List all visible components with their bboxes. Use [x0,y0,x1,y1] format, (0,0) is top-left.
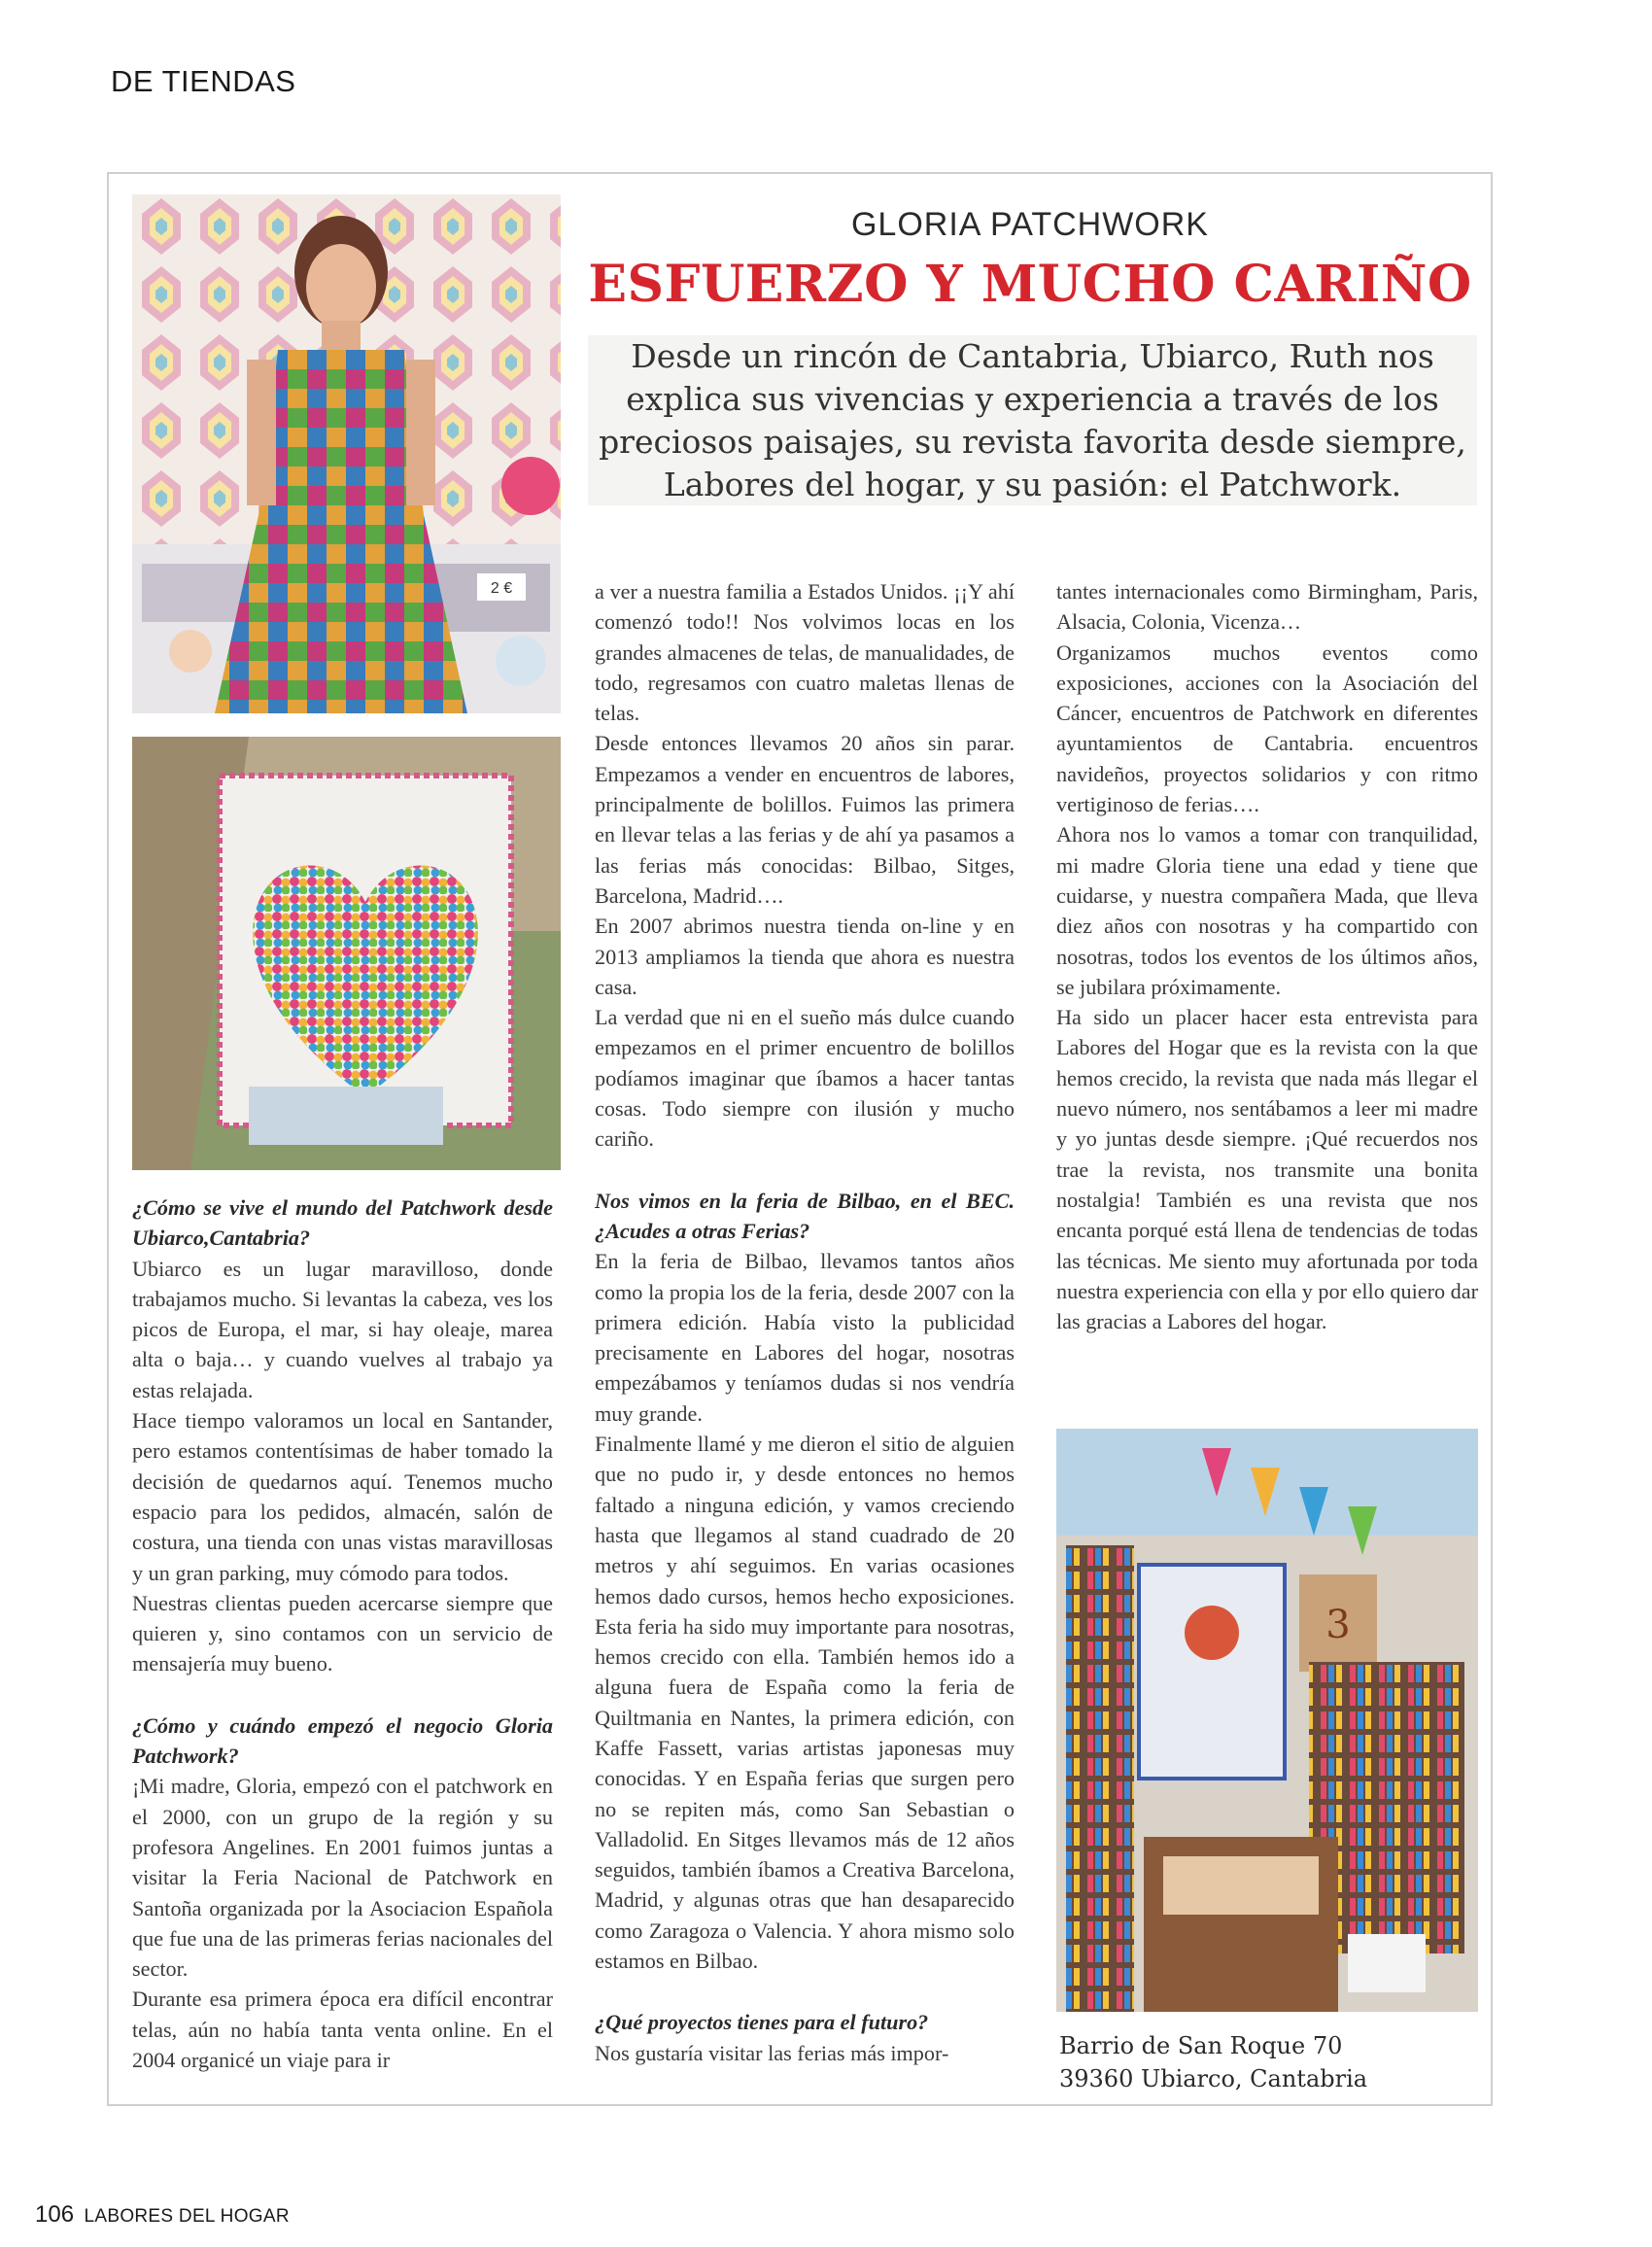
article-lede: Desde un rincón de Cantabria, Ubiarco, Ruth nos explica sus vivencias y experiencia a través de los preciosos paisajes, su revista favorita desde siempre, Labores del hogar, y su pasión: el Patchwork. [599,337,1466,503]
paragraph: Durante esa primera época era difícil encontrar telas, aún no había tanta venta online. En el 2004 organicé un viaje para ir [132,1987,553,2073]
paragraph: Nuestras clientas pueden acercarse siempre que quieren y, sino contamos con un servicio de mensajería muy bueno. [132,1590,553,1677]
paragraph: Organizamos muchos eventos como exposiciones, acciones con la Asociación del Cáncer, encuentros de Patchwork en diferentes ayuntamientos de Cantabria. encuentros navideños, proyectos solidarios y con ritmo vertiginoso de ferias…. [1056,640,1478,817]
page-number: 106 [35,2201,75,2228]
magazine-name: LABORES DEL HOGAR [84,2206,290,2227]
paragraph: En 2007 abrimos nuestra tienda on-line y en 2013 ampliamos la tienda que ahora es nuestra casa. [595,914,1015,999]
question-heading: ¿Qué proyectos tienes para el futuro? [595,2010,929,2035]
paragraph: Hace tiempo valoramos un local en Santander, pero estamos contentísimas de haber tomado la decisión de quedarnos aquí. Tenemos mucho espacio para los pedidos, almacén, salón de costura, una tienda con unas vistas maravillosas y un gran parking, muy cómodo para todos. [132,1408,553,1585]
address-line-2: 39360 Ubiarco, Cantabria [1059,2065,1368,2092]
paragraph: La verdad que ni en el sueño más dulce cuando empezamos en el primer encuentro de bolillos podíamos imaginar que íbamos a hacer tantas cosas. Todo siempre con ilusión y mucho cariño. [595,1005,1015,1152]
paragraph: tantes internacionales como Birmingham, Paris, Alsacia, Colonia, Vicenza… [1056,579,1478,635]
question-heading: ¿Cómo se vive el mundo del Patchwork desde Ubiarco,Cantabria? [132,1195,553,1251]
photo-shop-interior [1056,1429,1478,2012]
paragraph: Finalmente llamé y me dieron el sitio de alguien que no pudo ir, y desde entonces no hemos faltado a ninguna edición, y vamos creciendo hasta que llegamos al stand cuadrado de 20 metros y ahí seguimos. En varias ocasiones hemos dado cursos, hemos hecho exposiciones. Esta feria ha sido muy importante para nosotras, hemos crecido con ella. También hemos ido a alguna fuera de España como la feria de Quiltmania en Nantes, la primera edición, con Kaffe Fassett, varias artistas japonesas muy conocidas. Y en España ferias que surgen pero no se repiten más, como San Sebastian o Valladolid. En Sitges llevamos más de 12 años seguidos, también íbamos a Creativa Barcelona, Madrid, y algunas otras que han desaparecido como Zaragoza o Valencia. Y ahora mismo solo estamos en Bilbao. [595,1432,1015,1974]
paragraph: Ubiarco es un lugar maravilloso, donde trabajamos mucho. Si levantas la cabeza, ves los picos de Europa, el mar, si hay oleaje, marea alta o baja… y cuando vuelves al trabajo ya estas relajada. [132,1256,553,1402]
paragraph: Desde entonces llevamos 20 años sin parar. Empezamos a vender en encuentros de labores, principalmente de bolillos. Fuimos las primera en llevar telas a las ferias y de ahí ya pasamos a las ferias más conocidas: Bilbao, Sitges, Barcelona, Madrid…. [595,731,1015,908]
column-1 [132,1193,553,2075]
shop-banner-number: 3 [1325,1603,1351,1647]
paragraph: Ha sido un placer hacer esta entrevista para Labores del Hogar que es la revista con la que hemos crecido, la revista que nada más llegar el nuevo número, nos sentábamos a leer mi madre y yo juntas desde siempre. ¡Qué recuerdos nos trae la revista, nos transmite una bonita nostalgia! También es una revista que nos encanta porqué está llena de tendencias de todas las técnicas. Me siento muy afortunada por toda nuestra experiencia con ella y por ello quiero dar las gracias a Labores del hogar. [1056,1005,1478,1334]
price-tag: 2 € [490,580,513,597]
paragraph: Nos gustaría visitar las ferias más impor- [595,2040,949,2065]
article-kicker: GLORIA PATCHWORK [850,206,1209,243]
paragraph: En la feria de Bilbao, llevamos tantos años como la propia los de la feria, desde 2007 con la primera edición. Había visto la publicidad precisamente en Labores del hogar, nosotras empezábamos y teníamos dudas si nos vendría muy grande. [595,1249,1015,1426]
column-2 [595,576,1015,2068]
question-heading: ¿Cómo y cuándo empezó el negocio Gloria Patchwork? [132,1712,553,1769]
photo-heart-cushion [132,737,561,1170]
column-3 [1056,576,1478,1336]
paragraph: a ver a nuestra familia a Estados Unidos. ¡¡Y ahí comenzó todo!! Nos volvimos locas en los grandes almacenes de telas, de manualidades, de todo, regresamos con cuatro maletas llenas de telas. [595,579,1015,726]
section-label: DE TIENDAS [111,64,296,98]
question-heading: Nos vimos en la feria de Bilbao, en el BEC. ¿Acudes a otras Ferias? [595,1188,1015,1243]
paragraph: Ahora nos lo vamos a tomar con tranquilidad, mi madre Gloria tiene una edad y tiene que cuidarse, y nuestra compañera Mada, que lleva diez años con nosotras y ha compartido con nosotras, todos los eventos de los últimos años, se jubilara próximamente. [1056,822,1478,999]
photo-woman-in-patchwork-dress [132,194,561,713]
shop-address [1059,2029,1367,2095]
article-headline: ESFUERZO Y MUCHO CARIÑO [588,255,1472,314]
page-footer [35,2201,290,2229]
address-line-1: Barrio de San Roque 70 [1059,2032,1343,2059]
paragraph: ¡Mi madre, Gloria, empezó con el patchwork en el 2000, con un grupo de la región y su profesora Angelines. En 2001 fuimos juntas a visitar la Feria Nacional de Patchwork en Santoña organizada por la Asociacion Española que fue una de las primeras ferias nacionales del sector. [132,1774,553,1982]
